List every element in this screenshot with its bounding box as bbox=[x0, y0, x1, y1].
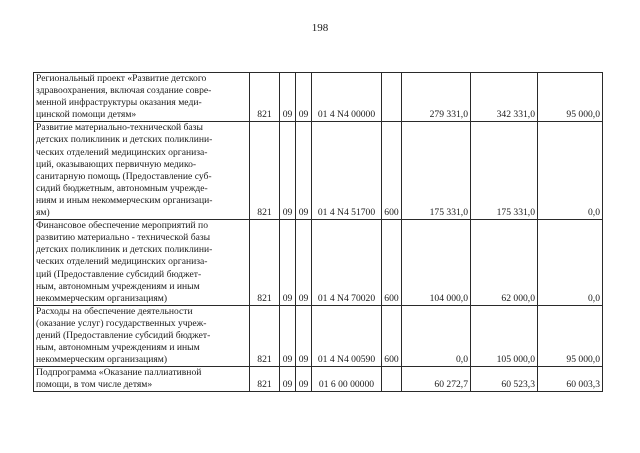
subsection-code-cell: 09 bbox=[296, 367, 312, 392]
table-row bbox=[34, 305, 603, 366]
table-row bbox=[34, 73, 603, 122]
subsection-code-cell: 09 bbox=[296, 305, 312, 366]
section-code-cell: 09 bbox=[280, 305, 296, 366]
subsection-code-cell: 09 bbox=[296, 73, 312, 122]
item-name-line: сидий бюджетным, автономным учрежде- bbox=[36, 182, 208, 194]
ministry-code-cell: 821 bbox=[250, 305, 280, 366]
amount-year1-cell: 279 331,0 bbox=[402, 73, 471, 122]
amount-year3-cell: 60 003,3 bbox=[538, 367, 603, 392]
item-name-line: детских поликлиник и детских поликлини- bbox=[36, 244, 213, 256]
item-name-line: менной инфраструктуры оказания меди- bbox=[36, 97, 202, 109]
amount-year3-cell: 95 000,0 bbox=[538, 73, 603, 122]
item-name-line: Региональный проект «Развитие детского bbox=[36, 73, 207, 84]
section-code-cell: 09 bbox=[280, 122, 296, 220]
item-name-cell bbox=[34, 122, 250, 220]
item-name-line: (оказание услуг) государственных учреж- bbox=[36, 317, 207, 329]
item-name-cell bbox=[34, 73, 250, 122]
amount-year1-cell: 0,0 bbox=[402, 305, 471, 366]
amount-year2-cell: 60 523,3 bbox=[471, 367, 538, 392]
amount-year1-cell: 60 272,7 bbox=[402, 367, 471, 392]
item-name-line: некоммерческим организациям) bbox=[36, 354, 168, 366]
item-name-line: цинской помощи детям» bbox=[36, 109, 137, 121]
item-name-line: ям) bbox=[36, 207, 50, 219]
item-name-line: ческих отделений медицинских организа- bbox=[36, 146, 208, 158]
item-name-line: ций, оказывающих первичную медико- bbox=[36, 158, 197, 170]
budget-table bbox=[33, 72, 603, 392]
table-row bbox=[34, 122, 603, 220]
amount-year2-cell: 175 331,0 bbox=[471, 122, 538, 220]
item-name-line: здравоохранения, включая создание совре- bbox=[36, 85, 212, 97]
item-name-line: развитию материально - технической базы bbox=[36, 232, 211, 244]
ministry-code-cell: 821 bbox=[250, 122, 280, 220]
subsection-code-cell: 09 bbox=[296, 220, 312, 306]
item-name-cell bbox=[34, 367, 250, 392]
item-name-line: ным, автономным учреждениям и иным bbox=[36, 280, 200, 292]
amount-year3-cell: 95 000,0 bbox=[538, 305, 603, 366]
item-name-line: ным, автономным учреждениям и иным bbox=[36, 342, 200, 354]
item-name-line: санитарную помощь (Предоставление суб- bbox=[36, 170, 212, 182]
target-article-cell: 01 4 N4 70020 bbox=[312, 220, 382, 306]
ministry-code-cell: 821 bbox=[250, 367, 280, 392]
item-name-line: ниям и иным некоммерческим организаци- bbox=[36, 194, 213, 206]
table-row bbox=[34, 367, 603, 392]
expense-type-cell bbox=[382, 367, 402, 392]
item-name-line: помощи, в том числе детям» bbox=[36, 379, 153, 391]
section-code-cell: 09 bbox=[280, 73, 296, 122]
table-row bbox=[34, 220, 603, 306]
item-name-line: дений (Предоставление субсидий бюджет- bbox=[36, 329, 211, 341]
subsection-code-cell: 09 bbox=[296, 122, 312, 220]
section-code-cell: 09 bbox=[280, 367, 296, 392]
ministry-code-cell: 821 bbox=[250, 220, 280, 306]
page-number: 198 bbox=[311, 22, 329, 34]
item-name-line: детских поликлиник и детских поликлини- bbox=[36, 134, 213, 146]
amount-year2-cell: 105 000,0 bbox=[471, 305, 538, 366]
item-name-line: ческих отделений медицинских организа- bbox=[36, 256, 208, 268]
amount-year1-cell: 104 000,0 bbox=[402, 220, 471, 306]
item-name-line: некоммерческим организациям) bbox=[36, 292, 168, 304]
item-name-line: Расходы на обеспечение деятельности bbox=[36, 305, 193, 317]
target-article-cell: 01 6 00 00000 bbox=[312, 367, 382, 392]
amount-year1-cell: 175 331,0 bbox=[402, 122, 471, 220]
target-article-cell: 01 4 N4 00590 bbox=[312, 305, 382, 366]
item-name-line: Подпрограмма «Оказание паллиативной bbox=[36, 367, 202, 379]
expense-type-cell: 600 bbox=[382, 305, 402, 366]
amount-year3-cell: 0,0 bbox=[538, 122, 603, 220]
item-name-cell bbox=[34, 305, 250, 366]
item-name-line: ций (Предоставление субсидий бюджет- bbox=[36, 268, 202, 280]
amount-year3-cell: 0,0 bbox=[538, 220, 603, 306]
expense-type-cell bbox=[382, 73, 402, 122]
expense-type-cell: 600 bbox=[382, 220, 402, 306]
budget-table-body bbox=[34, 73, 603, 392]
section-code-cell: 09 bbox=[280, 220, 296, 306]
item-name-cell bbox=[34, 220, 250, 306]
ministry-code-cell: 821 bbox=[250, 73, 280, 122]
amount-year2-cell: 342 331,0 bbox=[471, 73, 538, 122]
item-name-line: Финансовое обеспечение мероприятий по bbox=[36, 220, 208, 232]
expense-type-cell: 600 bbox=[382, 122, 402, 220]
item-name-line: Развитие материально-технической базы bbox=[36, 122, 203, 134]
target-article-cell: 01 4 N4 00000 bbox=[312, 73, 382, 122]
target-article-cell: 01 4 N4 51700 bbox=[312, 122, 382, 220]
amount-year2-cell: 62 000,0 bbox=[471, 220, 538, 306]
